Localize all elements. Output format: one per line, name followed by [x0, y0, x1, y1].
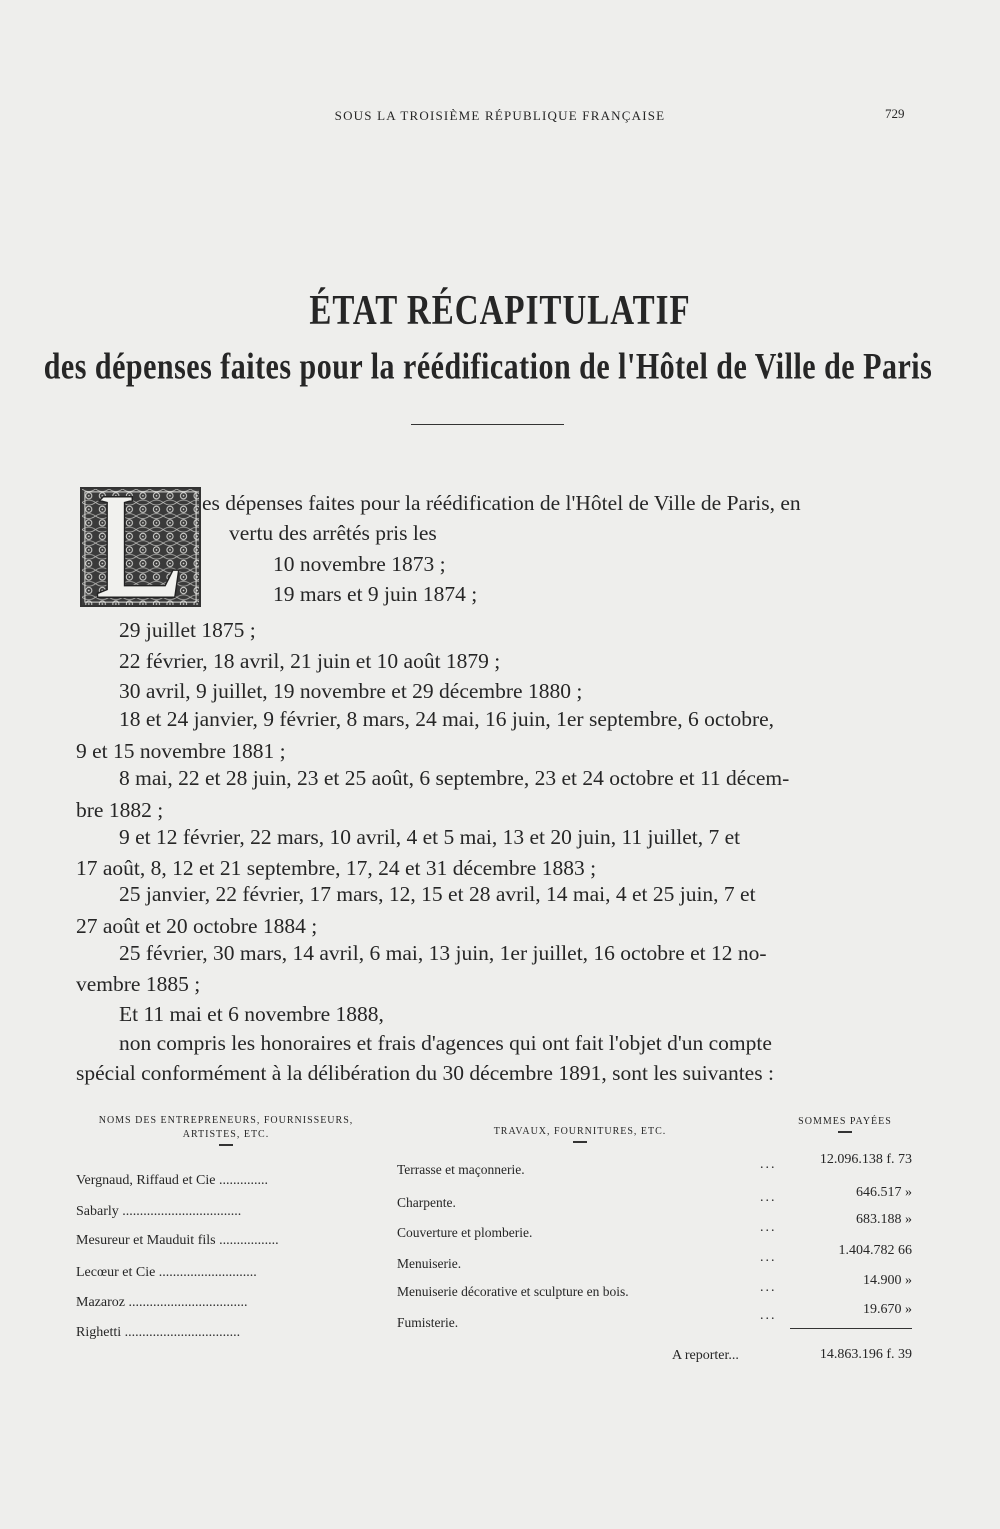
- table-row-work: Couverture et plomberie.: [397, 1225, 533, 1240]
- table-row-dots: ...: [760, 1250, 777, 1265]
- table-row-dots: ...: [760, 1157, 777, 1172]
- column-header-names-line2: ARTISTES, ETC.: [182, 1129, 270, 1140]
- intro-line-9: 9 et 15 novembre 1881 ;: [76, 739, 286, 763]
- table-row-amount: 12.096.138 f. 73: [819, 1152, 912, 1167]
- drop-cap-letter-image: [82, 489, 199, 605]
- table-row-work: Terrasse et maçonnerie.: [397, 1162, 525, 1177]
- intro-line-7: 30 avril, 9 juillet, 19 novembre et 29 décembre 1880 ;: [119, 679, 583, 703]
- intro-line-10: 8 mai, 22 et 28 juin, 23 et 25 août, 6 septembre, 23 et 24 octobre et 11 décem-: [119, 766, 790, 790]
- page-number: 729: [885, 106, 905, 121]
- table-row-work: Fumisterie.: [397, 1315, 459, 1330]
- table-row-amount: 14.900 »: [863, 1273, 912, 1288]
- intro-line-3: 10 novembre 1873 ;: [273, 552, 446, 576]
- title-divider: [411, 424, 564, 425]
- table-row-dots: ...: [760, 1308, 777, 1323]
- table-row-name: Mesureur et Mauduit fils .................: [76, 1233, 279, 1248]
- table-row-amount: 683.188 »: [856, 1212, 912, 1227]
- carry-forward-amount: 14.863.196 f. 39: [819, 1347, 912, 1362]
- table-row-work: Menuiserie.: [397, 1256, 462, 1271]
- document-subtitle: des dépenses faites pour la réédification de l'Hôtel de Ville de Paris: [43, 346, 933, 388]
- column-header-sums: [780, 1115, 910, 1133]
- intro-line-20: spécial conformément à la délibération du 30 décembre 1891, sont les suivantes :: [76, 1061, 774, 1085]
- table-row-dots: ...: [760, 1190, 777, 1205]
- table-row-dots: ...: [760, 1280, 777, 1295]
- document-title: ÉTAT RÉCAPITULATIF: [309, 288, 691, 335]
- intro-line-16: 25 février, 30 mars, 14 avril, 6 mai, 13 juin, 1er juillet, 16 octobre et 12 no-: [119, 941, 767, 965]
- intro-line-14: 25 janvier, 22 février, 17 mars, 12, 15 et 28 avril, 14 mai, 4 et 25 juin, 7 et: [119, 882, 756, 906]
- intro-line-4: 19 mars et 9 juin 1874 ;: [273, 582, 478, 606]
- drop-cap-ornament: [80, 487, 201, 607]
- table-row-name: Lecœur et Cie ............................: [76, 1265, 257, 1280]
- intro-line-13: 17 août, 8, 12 et 21 septembre, 17, 24 et 31 décembre 1883 ;: [76, 856, 597, 880]
- table-row-work: Charpente.: [397, 1195, 456, 1210]
- header-dash: [838, 1131, 852, 1133]
- intro-line-18: Et 11 mai et 6 novembre 1888,: [119, 1002, 384, 1026]
- intro-line-17: vembre 1885 ;: [76, 972, 201, 996]
- header-dash: [219, 1144, 233, 1146]
- intro-line-6: 22 février, 18 avril, 21 juin et 10 août 1879 ;: [119, 649, 501, 673]
- column-header-works: [470, 1125, 690, 1143]
- intro-line-15: 27 août et 20 octobre 1884 ;: [76, 914, 318, 938]
- intro-line-1: es dépenses faites pour la réédification de l'Hôtel de Ville de Paris, en: [202, 491, 801, 515]
- table-row-work: Menuiserie décorative et sculpture en bois.: [397, 1284, 629, 1299]
- column-header-sums-label: SOMMES PAYÉES: [798, 1116, 892, 1127]
- table-row-amount: 646.517 »: [856, 1185, 912, 1200]
- table-row-name: Vergnaud, Riffaud et Cie ..............: [76, 1173, 268, 1188]
- column-header-names-line1: NOMS DES ENTREPRENEURS, FOURNISSEURS,: [98, 1115, 354, 1126]
- header-dash: [573, 1141, 587, 1143]
- column-header-works-label: TRAVAUX, FOURNITURES, ETC.: [493, 1126, 667, 1137]
- table-row-amount: 19.670 »: [863, 1302, 912, 1317]
- intro-line-11: bre 1882 ;: [76, 798, 164, 822]
- intro-line-2: vertu des arrêtés pris les: [229, 521, 437, 545]
- table-row-name: Righetti .................................: [76, 1325, 241, 1340]
- intro-line-12: 9 et 12 février, 22 mars, 10 avril, 4 et 5 mai, 13 et 20 juin, 11 juillet, 7 et: [119, 825, 741, 849]
- sum-rule: [790, 1328, 912, 1329]
- table-row-amount: 1.404.782 66: [838, 1243, 912, 1258]
- intro-line-19: non compris les honoraires et frais d'agences qui ont fait l'objet d'un compte: [119, 1031, 772, 1055]
- carry-forward-label: A reporter...: [672, 1348, 739, 1363]
- table-row-dots: ...: [760, 1220, 777, 1235]
- column-header-names: [76, 1114, 376, 1146]
- table-row-name: Mazaroz ..................................: [76, 1295, 248, 1310]
- table-row-name: Sabarly ..................................: [76, 1204, 242, 1219]
- running-title: SOUS LA TROISIÈME RÉPUBLIQUE FRANÇAISE: [334, 108, 666, 123]
- intro-line-5: 29 juillet 1875 ;: [119, 618, 256, 642]
- intro-line-8: 18 et 24 janvier, 9 février, 8 mars, 24 mai, 16 juin, 1er septembre, 6 octobre,: [119, 707, 775, 731]
